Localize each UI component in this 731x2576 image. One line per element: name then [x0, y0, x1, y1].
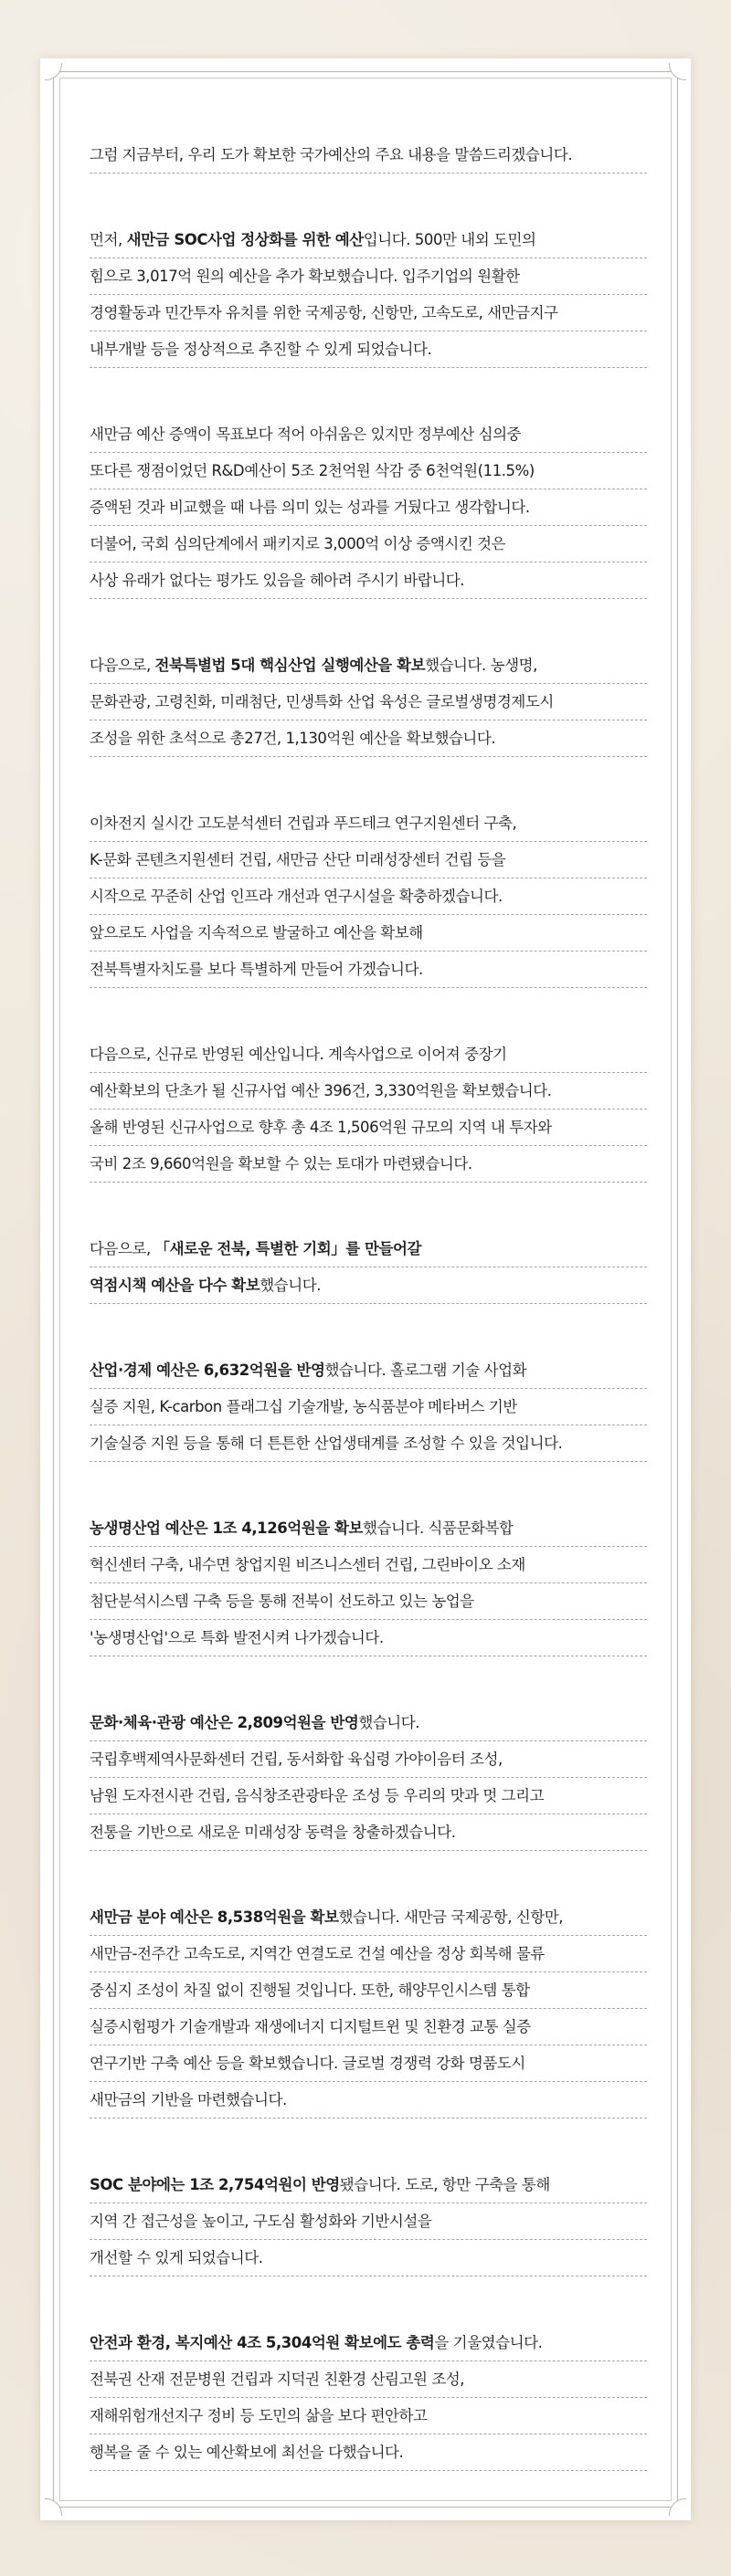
text-line — [90, 1741, 647, 1778]
paragraph — [90, 1705, 647, 1851]
text-segment: 지역 간 접근성을 높이고, 구도심 활성화와 기반시설을 — [90, 2213, 432, 2230]
paragraph — [90, 222, 647, 368]
text-segment: 이차전지 실시간 고도분석센터 건립과 푸드테크 연구지원센터 구축, — [90, 815, 517, 832]
text-line — [90, 1073, 647, 1109]
text-line — [90, 1814, 647, 1851]
text-line — [90, 684, 647, 720]
text-segment: 첨단분석시스템 구축 등을 통해 전북이 선도하고 있는 농업을 — [90, 1593, 474, 1610]
paragraph — [90, 137, 647, 173]
text-line — [90, 1547, 647, 1583]
text-segment: 전북권 산재 전문병원 건립과 지덕권 친환경 산림고원 조성, — [90, 2371, 465, 2388]
bold-text: 농생명산업 예산은 1조 4,126억원을 확보 — [90, 1519, 363, 1537]
paragraph — [90, 1231, 647, 1304]
text-segment: '농생명산업'으로 특화 발전시켜 나가겠습니다. — [90, 1629, 384, 1646]
text-segment: 개선할 수 있게 되었습니다. — [90, 2249, 263, 2266]
text-segment: 다음으로, — [90, 657, 155, 674]
document-sheet — [40, 58, 691, 2520]
text-line — [90, 1267, 647, 1304]
paragraph — [90, 2167, 647, 2276]
text-line — [90, 331, 647, 368]
text-segment: 경영활동과 민간투자 유치를 위한 국제공항, 신항만, 고속도로, 새만금지구 — [90, 304, 558, 321]
text-line — [90, 1146, 647, 1183]
bold-text: 전북특별법 5대 핵심산업 실행예산을 확보 — [154, 657, 426, 674]
text-line — [90, 137, 647, 173]
bold-text: 역점시책 예산을 다수 확보 — [90, 1277, 260, 1294]
text-line — [90, 2167, 647, 2203]
paragraph — [90, 2325, 647, 2471]
text-segment: 새만금의 기반을 마련했습니다. — [90, 2091, 287, 2108]
text-line — [90, 2240, 647, 2276]
text-line — [90, 842, 647, 878]
text-segment: 중심지 조성이 차질 없이 진행될 것입니다. 또한, 해양무인시스템 통합 — [90, 1982, 530, 1999]
text-line — [90, 1036, 647, 1073]
bold-text: 문화·체육·관광 예산은 2,809억원을 반영 — [90, 1714, 359, 1731]
text-line — [90, 2361, 647, 2398]
paragraph — [90, 1510, 647, 1656]
text-line — [90, 1620, 647, 1656]
text-line — [90, 2325, 647, 2361]
paragraph — [90, 416, 647, 599]
text-segment: 다음으로, — [90, 1240, 155, 1257]
paragraph — [90, 1036, 647, 1183]
text-line — [90, 1705, 647, 1741]
bold-text: SOC 분야에는 1조 2,754억원이 반영 — [90, 2176, 340, 2193]
text-line — [90, 952, 647, 988]
text-line — [90, 563, 647, 599]
text-segment: 다음으로, 신규로 반영된 예산입니다. 계속사업으로 이어져 중장기 — [90, 1046, 507, 1063]
text-line — [90, 258, 647, 295]
text-line — [90, 1109, 647, 1146]
text-segment: 했습니다. — [260, 1277, 322, 1294]
text-line — [90, 2009, 647, 2045]
text-segment: 내부개발 등을 정상적으로 추진할 수 있게 되었습니다. — [90, 341, 432, 358]
text-segment: 새만금-전주간 고속도로, 지역간 연결도로 건설 예산을 정상 회복해 물류 — [90, 1945, 545, 1962]
text-line — [90, 805, 647, 842]
text-line — [90, 1425, 647, 1462]
text-segment: 증액된 것과 비교했을 때 나름 의미 있는 성과를 거뒀다고 생각합니다. — [90, 499, 530, 516]
text-segment: 또다른 쟁점이었던 R&D예산이 5조 2천억원 삭감 중 6천억원(11.5%) — [90, 462, 535, 479]
text-segment: 앞으로도 사업을 지속적으로 발굴하고 예산을 확보해 — [90, 924, 423, 941]
text-segment: 전북특별자치도를 보다 특별하게 만들어 가겠습니다. — [90, 961, 423, 978]
text-segment: 했습니다. 식품문화복합 — [363, 1519, 514, 1537]
text-line — [90, 2203, 647, 2240]
text-segment: 했습니다. 새만금 국제공항, 신항만, — [338, 1908, 564, 1926]
text-segment: 재해위험개선지구 정비 등 도민의 삶을 보다 편안하고 — [90, 2407, 428, 2424]
text-segment: 기술실증 지원 등을 통해 더 튼튼한 산업생태계를 조성할 수 있을 것입니다. — [90, 1435, 563, 1452]
text-segment: 국비 2조 9,660억원을 확보할 수 있는 토대가 마련됐습니다. — [90, 1155, 472, 1172]
text-segment: 했습니다. — [358, 1714, 420, 1731]
text-segment: 됐습니다. 도로, 항만 구축을 통해 — [339, 2176, 550, 2193]
text-segment: 문화관광, 고령친화, 미래첨단, 민생특화 산업 육성은 글로벌생명경제도시 — [90, 693, 554, 710]
speech-body — [90, 137, 647, 2519]
text-line — [90, 1352, 647, 1389]
paragraph — [90, 805, 647, 988]
text-segment: 했습니다. 농생명, — [425, 657, 537, 674]
text-segment: 실증시험평가 기술개발과 재생에너지 디지털트윈 및 친환경 교통 실증 — [90, 2018, 531, 2035]
text-segment: 했습니다. 홀로그램 기술 사업화 — [324, 1362, 527, 1379]
text-segment: 먼저, — [90, 231, 127, 248]
text-line — [90, 1936, 647, 1972]
text-line — [90, 2045, 647, 2082]
text-line — [90, 453, 647, 489]
text-segment: 그럼 지금부터, 우리 도가 확보한 국가예산의 주요 내용을 말씀드리겠습니다. — [90, 146, 573, 163]
text-segment: 힘으로 3,017억 원의 예산을 추가 확보했습니다. 입주기업의 원활한 — [90, 268, 520, 285]
text-line — [90, 2434, 647, 2471]
text-segment: 행복을 줄 수 있는 예산확보에 최선을 다했습니다. — [90, 2444, 404, 2461]
text-segment: 새만금 예산 증액이 목표보다 적어 아쉬움은 있지만 정부예산 심의중 — [90, 426, 522, 443]
text-segment: 실증 지원, K-carbon 플래그십 기술개발, 농식품분야 메타버스 기반 — [90, 1398, 517, 1415]
text-segment: 더불어, 국회 심의단계에서 패키지로 3,000억 이상 증액시킨 것은 — [90, 535, 506, 552]
text-line — [90, 416, 647, 453]
paragraph — [90, 1352, 647, 1462]
text-line — [90, 526, 647, 563]
text-segment: 입니다. 500만 내외 도민의 — [363, 231, 536, 248]
text-line — [90, 720, 647, 757]
bold-text: 새만금 분야 예산은 8,538억원을 확보 — [90, 1908, 339, 1926]
text-segment: 을 기울였습니다. — [434, 2334, 543, 2351]
bold-text: 산업·경제 예산은 6,632억원을 반영 — [90, 1362, 325, 1379]
text-segment: 사상 유래가 없다는 평가도 있음을 헤아려 주시기 바랍니다. — [90, 572, 465, 589]
text-segment: 국립후백제역사문화센터 건립, 동서화합 육십령 가야이음터 조성, — [90, 1751, 503, 1768]
text-segment: 연구기반 구축 예산 등을 확보했습니다. 글로벌 경쟁력 강화 명품도시 — [90, 2055, 525, 2072]
text-line — [90, 1583, 647, 1620]
text-segment: 전통을 기반으로 새로운 미래성장 동력을 창출하겠습니다. — [90, 1824, 456, 1841]
text-line — [90, 1231, 647, 1267]
text-line — [90, 1510, 647, 1547]
bold-text: 안전과 환경, 복지예산 4조 5,304억원 확보에도 총력 — [90, 2334, 435, 2351]
text-line — [90, 1899, 647, 1936]
text-segment: 예산확보의 단초가 될 신규사업 예산 396건, 3,330억원을 확보했습니다. — [90, 1082, 552, 1099]
text-line — [90, 1972, 647, 2009]
text-segment: 조성을 위한 초석으로 총27건, 1,130억원 예산을 확보했습니다. — [90, 730, 496, 747]
text-segment: 남원 도자전시관 건립, 음식창조관광타운 조성 등 우리의 맛과 멋 그리고 — [90, 1787, 545, 1804]
text-line — [90, 915, 647, 952]
text-line — [90, 1778, 647, 1814]
text-line — [90, 489, 647, 526]
text-segment: K-문화 콘텐츠지원센터 건립, 새만금 산단 미래성장센터 건립 등을 — [90, 851, 506, 868]
bold-text: 「새로운 전북, 특별한 기회」를 만들어갈 — [154, 1240, 421, 1257]
text-line — [90, 2082, 647, 2119]
text-line — [90, 2398, 647, 2434]
text-segment: 혁신센터 구축, 내수면 창업지원 비즈니스센터 건립, 그린바이오 소재 — [90, 1556, 525, 1573]
paragraph — [90, 1899, 647, 2119]
text-segment: 시작으로 꾸준히 산업 인프라 개선과 연구시설을 확충하겠습니다. — [90, 888, 503, 905]
text-segment: 올해 반영된 신규사업으로 향후 총 4조 1,506억원 규모의 지역 내 투자와 — [90, 1119, 552, 1136]
text-line — [90, 222, 647, 258]
paragraph — [90, 647, 647, 757]
text-line — [90, 647, 647, 684]
text-line — [90, 878, 647, 915]
text-line — [90, 1389, 647, 1425]
bold-text: 새만금 SOC사업 정상화를 위한 예산 — [126, 231, 364, 248]
text-line — [90, 295, 647, 331]
